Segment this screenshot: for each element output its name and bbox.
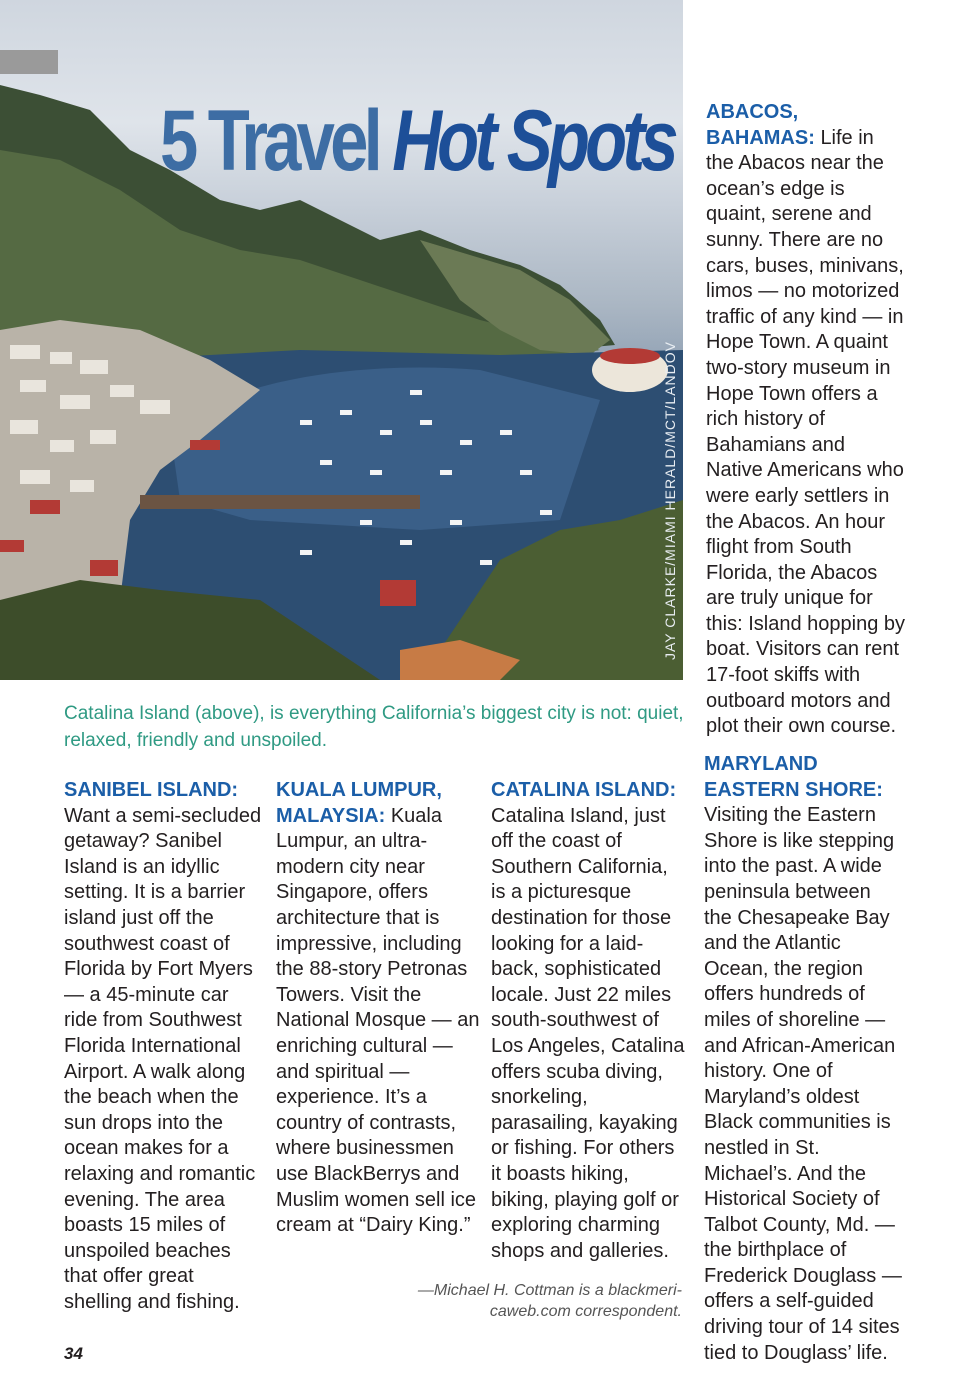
article-heading: KUALA LUMPUR, MALAYSIA:: [276, 779, 442, 827]
title-part-1: 5 Travel: [160, 93, 378, 189]
article-abacos: [706, 100, 906, 740]
page-title: [160, 92, 674, 191]
author-byline: —Michael H. Cottman is a blackmeri-caweb.com correspondent.: [417, 1282, 682, 1320]
article-body: Visiting the Eastern Shore is like stepping into the past. A wide peninsula between the Chesapeake Bay and the Atlantic Ocean, the region offers hundreds of miles of shoreline — and African-American history. One of Maryland’s oldest Black communities is nestled in St. Michael’s. And the Historical Society of Talbot County, Md. — the birthplace of Frederick Douglass — offers a self-guided driving tour of 14 sites tied to Douglass’ life.: [704, 804, 902, 1364]
article-heading: ABACOS, BAHAMAS:: [706, 101, 821, 149]
article-body: Kuala Lumpur, an ultra-modern city near Singapore, offers architecture that is impressive, including the 88-story Petronas Towers. Visit the National Mosque — an enriching cultural — and spiritual — experience. It’s a country of contrasts, where businessmen use BlackBerrys and Muslim women sell ice cream at “Dairy King.”: [276, 804, 480, 1237]
title-part-2: Hot Spots: [392, 93, 674, 189]
article-maryland: [704, 752, 904, 1366]
page-number: 34: [64, 1344, 83, 1363]
section-tab-marker: [0, 50, 58, 74]
article-body: Want a semi-secluded getaway? Sanibel Island is an idyllic setting. It is a barrier island just off the southwest coast of Florida by Fort Myers — a 45-minute car ride from Southwest Florida International Airport. A walk along the beach when the sun drops into the ocean makes for a relaxing and romantic evening. The area boasts 15 miles of unspoiled beaches that offer great shelling and fishing.: [64, 804, 262, 1313]
article-body: Life in the Abacos near the ocean’s edge is quaint, serene and sunny. There are no cars, buses, minivans, limos — no motorized traffic of any kind — in Hope Town. A quaint two-story museum in Hope Town offers a rich history of Bahamians and Native Americans who were early settlers in the Abacos. An hour flight from South Florida, the Abacos are truly unique for this: Island hopping by boat. Visitors can rent 17-foot skiffs with outboard motors and plot their own course.: [706, 126, 906, 738]
article-heading: SANIBEL ISLAND:: [64, 779, 239, 801]
photo-caption: Catalina Island (above), is everything California’s biggest city is not: quiet, relaxed, friendly and unspoiled.: [64, 703, 684, 751]
article-heading: CATALINA ISLAND:: [491, 779, 677, 801]
article-body: Catalina Island, just off the coast of Southern California, is a picturesque destination for those looking for a laid-back, sophisticated locale. Just 22 miles south-southwest of Los Angeles, Catalina offers scuba diving, snorkeling, parasailing, kayaking or fishing. For others it boasts hiking, biking, playing golf or exploring charming shops and galleries.: [491, 804, 685, 1262]
article-heading: MARYLAND EASTERN SHORE:: [704, 753, 883, 801]
photo-credit: JAY CLARKE/MIAMI HERALD/MCT/LANDOV: [662, 341, 678, 660]
article-catalina: [491, 778, 686, 1264]
article-sanibel: [64, 778, 264, 1315]
article-kuala-lumpur: [276, 778, 481, 1239]
